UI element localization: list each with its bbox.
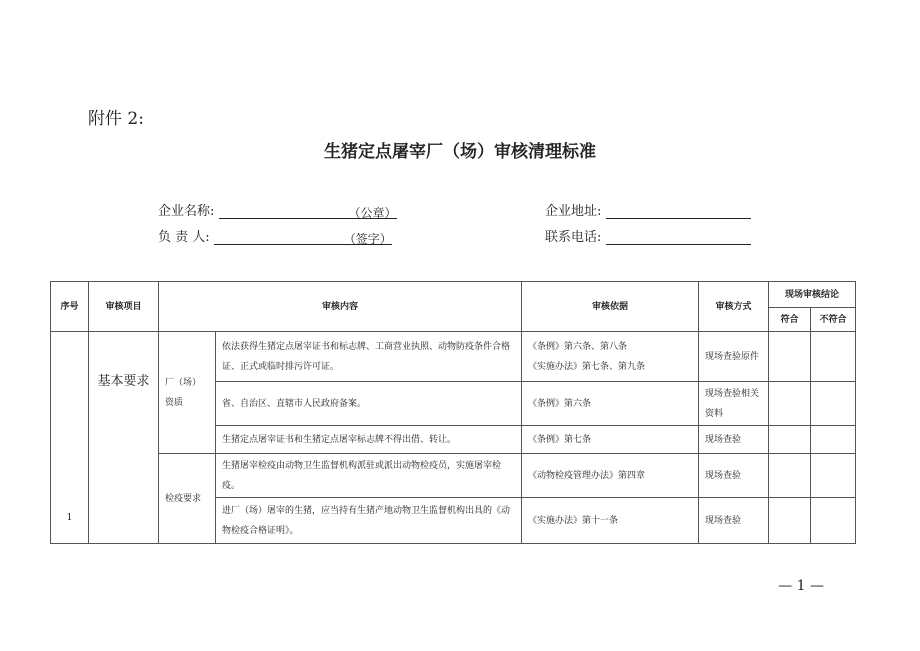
company-name-line <box>219 204 397 219</box>
pass-checkbox-cell[interactable] <box>769 382 811 426</box>
content-cell: 依法获得生猪定点屠宰证书和标志牌、工商营业执照、动物防疫条件合格证、正式或临时排污许可证。 <box>216 332 522 382</box>
pass-checkbox-cell[interactable] <box>769 454 811 498</box>
fail-checkbox-cell[interactable] <box>811 332 856 382</box>
fail-checkbox-cell[interactable] <box>811 382 856 426</box>
header-basis: 审核依据 <box>522 282 699 332</box>
pass-checkbox-cell[interactable] <box>769 426 811 454</box>
header-method: 审核方式 <box>699 282 769 332</box>
table-row <box>51 454 856 498</box>
pass-checkbox-cell[interactable] <box>769 498 811 544</box>
header-item: 审核项目 <box>89 282 159 332</box>
group-label: 检疫要求 <box>159 454 216 544</box>
audit-table <box>50 281 856 544</box>
method-cell: 现场查验相关资料 <box>699 382 769 426</box>
header-no: 序号 <box>51 282 89 332</box>
row-number: 1 <box>51 332 89 544</box>
basis-cell: 《条例》第六条 <box>522 382 699 426</box>
group-label: 厂（场）资质 <box>159 332 216 454</box>
responsible-line <box>214 230 392 245</box>
fail-checkbox-cell[interactable] <box>811 498 856 544</box>
method-cell: 现场查验 <box>699 454 769 498</box>
pass-checkbox-cell[interactable] <box>769 332 811 382</box>
responsible-label: 负 责 人: <box>158 230 210 245</box>
fail-checkbox-cell[interactable] <box>811 454 856 498</box>
basis-cell: 《实施办法》第十一条 <box>522 498 699 544</box>
method-cell: 现场查验 <box>699 426 769 454</box>
fail-checkbox-cell[interactable] <box>811 426 856 454</box>
phone-field <box>545 226 751 245</box>
page-number: — 1 — <box>778 578 824 594</box>
address-line <box>606 204 751 219</box>
address-field <box>545 200 751 219</box>
phone-label: 联系电话: <box>545 230 602 245</box>
seal-note: （公章） <box>348 206 397 220</box>
method-cell: 现场查验 <box>699 498 769 544</box>
content-cell: 省、自治区、直辖市人民政府备案。 <box>216 382 522 426</box>
header-conclusion: 现场审核结论 <box>769 282 856 308</box>
audit-item: 基本要求 <box>89 332 159 544</box>
header-pass: 符合 <box>769 308 811 332</box>
content-cell: 生猪屠宰检疫由动物卫生监督机构派驻或派出动物检疫员，实施屠宰检疫。 <box>216 454 522 498</box>
basis-cell: 《条例》第七条 <box>522 426 699 454</box>
address-label: 企业地址: <box>545 204 602 219</box>
company-name-label: 企业名称: <box>158 204 215 219</box>
document-title: 生猪定点屠宰厂（场）审核清理标准 <box>324 142 596 162</box>
content-cell: 生猪定点屠宰证书和生猪定点屠宰标志牌不得出借、转让。 <box>216 426 522 454</box>
phone-line <box>606 230 751 245</box>
responsible-field <box>158 226 392 245</box>
basis-cell: 《动物检疫管理办法》第四章 <box>522 454 699 498</box>
basis-cell: 《条例》第六条、第八条 《实施办法》第七条、第九条 <box>522 332 699 382</box>
header-fail: 不符合 <box>811 308 856 332</box>
attachment-label: 附件 2: <box>88 109 144 129</box>
content-cell: 进厂（场）屠宰的生猪，应当持有生猪产地动物卫生监督机构出具的《动物检疫合格证明》。 <box>216 498 522 544</box>
header-content: 审核内容 <box>159 282 522 332</box>
table-row <box>51 332 856 382</box>
signature-note: （签字） <box>343 232 392 246</box>
method-cell: 现场查验原件 <box>699 332 769 382</box>
company-name-field <box>158 200 397 219</box>
